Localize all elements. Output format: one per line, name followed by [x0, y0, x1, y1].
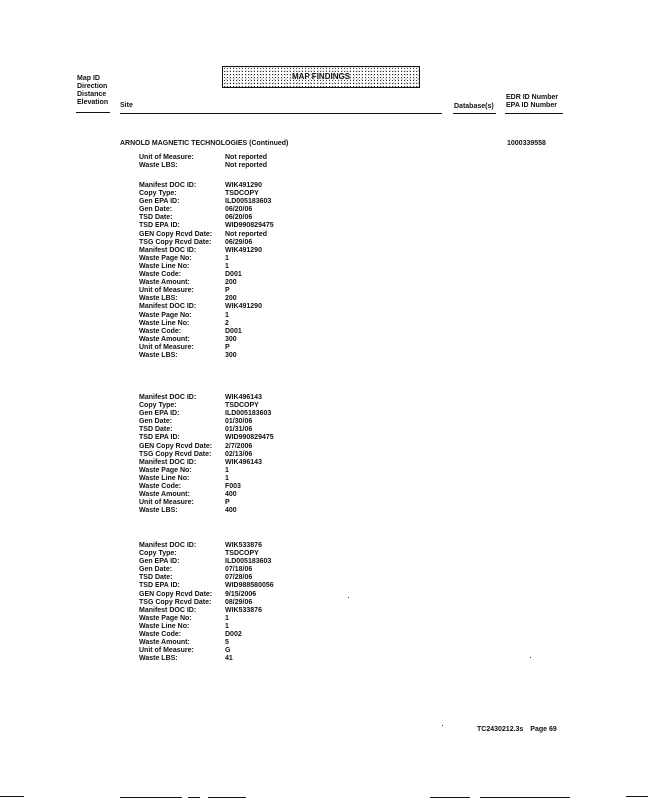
- field-value: TSDCOPY: [225, 190, 259, 198]
- field-label: Waste Page No:: [139, 311, 192, 319]
- field-value: 08/29/06: [225, 598, 253, 606]
- field-row: [139, 320, 274, 328]
- field-row: [139, 631, 274, 639]
- field-label: Manifest DOC ID:: [139, 246, 197, 254]
- field-label: Gen Date:: [139, 566, 173, 574]
- header-left-labels: [77, 75, 108, 107]
- field-value: 9/15/2006: [225, 590, 257, 598]
- field-row: [139, 582, 274, 590]
- field-row: [139, 443, 274, 451]
- field-row: [139, 214, 274, 222]
- field-label: Gen EPA ID:: [139, 410, 180, 418]
- field-label: Manifest DOC ID:: [139, 458, 197, 466]
- scan-edge-line: [208, 797, 246, 798]
- field-row: [139, 434, 274, 442]
- field-value: WIK491290: [225, 303, 262, 311]
- field-row: [139, 271, 274, 279]
- field-label: Waste Page No:: [139, 614, 192, 622]
- field-row: [139, 206, 274, 214]
- field-label: GEN Copy Rcvd Date:: [139, 230, 213, 238]
- field-value: 06/20/06: [225, 206, 253, 214]
- header-underline-main: [120, 113, 442, 114]
- field-row: [139, 607, 274, 615]
- field-value: Not reported: [225, 162, 267, 170]
- field-value: 200: [225, 295, 237, 303]
- field-row: [139, 231, 274, 239]
- field-value: P: [225, 287, 230, 295]
- footer: [477, 726, 557, 734]
- field-value: 200: [225, 279, 237, 287]
- field-value: ILD005183603: [225, 558, 272, 566]
- field-label: Manifest DOC ID:: [139, 303, 197, 311]
- field-label: Manifest DOC ID:: [139, 394, 197, 401]
- field-value: WIK533876: [225, 606, 262, 614]
- field-row: [139, 426, 274, 434]
- field-label: TSG Copy Rcvd Date:: [139, 450, 212, 458]
- scan-edge-line: [480, 797, 570, 798]
- record-id: 1000339558: [507, 140, 546, 147]
- field-row: [139, 328, 274, 336]
- field-label: Gen Date:: [139, 206, 173, 214]
- header-underline-right: [505, 113, 563, 114]
- field-label: Waste LBS:: [139, 507, 178, 515]
- field-value: 400: [225, 491, 237, 499]
- field-label: Manifest DOC ID:: [139, 182, 197, 189]
- record-group-3: [139, 394, 274, 515]
- field-value: 07/28/06: [225, 574, 253, 582]
- field-label: Waste Line No:: [139, 622, 190, 630]
- field-row: [139, 418, 274, 426]
- field-label: Waste LBS:: [139, 351, 178, 359]
- scan-speck: [530, 657, 531, 658]
- field-row: [139, 287, 274, 295]
- field-label: GEN Copy Rcvd Date:: [139, 442, 213, 450]
- field-label: Unit of Measure:: [139, 154, 194, 161]
- field-label: Waste Line No:: [139, 262, 190, 270]
- field-row: [139, 615, 274, 623]
- distance-label: Distance: [77, 91, 107, 98]
- field-label: Waste Amount:: [139, 335, 190, 343]
- database-label: Database(s): [454, 103, 494, 110]
- record-group-1: [139, 154, 267, 170]
- field-label: Copy Type:: [139, 550, 177, 558]
- field-value: 01/30/06: [225, 418, 253, 426]
- field-value: 300: [225, 351, 237, 359]
- map-id-label: Map ID: [77, 75, 100, 82]
- field-row: [139, 566, 274, 574]
- banner-title: MAP FINDINGS: [291, 72, 351, 81]
- field-label: TSD EPA ID:: [139, 582, 180, 590]
- field-label: Copy Type:: [139, 402, 177, 410]
- field-value: WIK533876: [225, 542, 262, 549]
- field-value: 1: [225, 474, 229, 482]
- field-label: Waste Amount:: [139, 279, 190, 287]
- field-row: [139, 190, 274, 198]
- field-value: 1: [225, 622, 229, 630]
- field-value: Not reported: [225, 154, 267, 161]
- field-value: P: [225, 343, 230, 351]
- field-value: ILD005183603: [225, 198, 272, 206]
- field-label: Waste Page No:: [139, 466, 192, 474]
- field-value: WIK491290: [225, 182, 262, 189]
- field-value: 41: [225, 655, 233, 663]
- field-label: Waste Code:: [139, 483, 182, 491]
- field-row: [139, 255, 274, 263]
- field-row: [139, 655, 274, 663]
- field-value: WID990829475: [225, 434, 274, 442]
- record-group-4: [139, 542, 274, 663]
- field-row: [139, 550, 274, 558]
- field-label: Manifest DOC ID:: [139, 606, 197, 614]
- field-value: ILD005183603: [225, 410, 272, 418]
- field-row: [139, 639, 274, 647]
- field-value: WID990829475: [225, 222, 274, 230]
- field-label: TSD Date:: [139, 426, 173, 434]
- field-label: TSD Date:: [139, 214, 173, 222]
- field-row: [139, 154, 267, 162]
- field-row: [139, 247, 274, 255]
- field-row: [139, 647, 274, 655]
- field-value: WIK496143: [225, 394, 262, 401]
- field-label: Waste LBS:: [139, 162, 178, 170]
- field-value: G: [225, 647, 231, 655]
- scan-speck: [442, 725, 443, 726]
- field-value: 300: [225, 335, 237, 343]
- field-value: TSDCOPY: [225, 402, 259, 410]
- field-row: [139, 198, 274, 206]
- field-label: Waste Page No:: [139, 254, 192, 262]
- field-row: [139, 263, 274, 271]
- field-label: Waste LBS:: [139, 655, 178, 663]
- facility-title: ARNOLD MAGNETIC TECHNOLOGIES (Continued): [120, 140, 289, 147]
- field-row: [139, 459, 274, 467]
- header-right-labels: [506, 94, 558, 110]
- field-row: [139, 402, 274, 410]
- epa-id-label: EPA ID Number: [506, 102, 557, 109]
- field-row: [139, 295, 274, 303]
- field-value: D001: [225, 327, 242, 335]
- scan-edge-line: [0, 796, 24, 797]
- field-value: WID988580056: [225, 582, 274, 590]
- field-value: 400: [225, 507, 237, 515]
- header-underline-left: [76, 112, 110, 113]
- field-row: [139, 336, 274, 344]
- field-row: [139, 394, 274, 402]
- scan-edge-line: [120, 797, 182, 798]
- field-label: Unit of Measure:: [139, 287, 194, 295]
- field-label: Waste LBS:: [139, 295, 178, 303]
- field-row: [139, 574, 274, 582]
- field-value: 1: [225, 254, 229, 262]
- field-value: 07/18/06: [225, 566, 253, 574]
- field-label: Waste Code:: [139, 631, 182, 639]
- field-row: [139, 352, 274, 360]
- field-value: 1: [225, 614, 229, 622]
- field-label: Waste Line No:: [139, 319, 190, 327]
- field-row: [139, 483, 274, 491]
- scan-speck: [348, 597, 349, 598]
- field-label: Unit of Measure:: [139, 499, 194, 507]
- field-row: [139, 344, 274, 352]
- field-row: [139, 507, 274, 515]
- field-row: [139, 312, 274, 320]
- field-row: [139, 279, 274, 287]
- field-label: Unit of Measure:: [139, 343, 194, 351]
- header-underline-database: [453, 113, 496, 114]
- map-findings-banner: [222, 66, 420, 88]
- field-value: D002: [225, 631, 242, 639]
- field-value: F003: [225, 483, 241, 491]
- scan-edge-line: [626, 796, 648, 797]
- field-value: D001: [225, 271, 242, 279]
- field-row: [139, 542, 274, 550]
- field-label: Unit of Measure:: [139, 647, 194, 655]
- field-label: Waste Code:: [139, 271, 182, 279]
- field-value: Not reported: [225, 230, 267, 238]
- field-row: [139, 591, 274, 599]
- document-number: TC2430212.3s: [477, 726, 524, 733]
- field-row: [139, 222, 274, 230]
- field-row: [139, 467, 274, 475]
- edr-id-label: EDR ID Number: [506, 94, 559, 101]
- field-value: 5: [225, 639, 229, 647]
- field-row: [139, 599, 274, 607]
- field-value: 06/29/06: [225, 238, 253, 246]
- field-label: Manifest DOC ID:: [139, 542, 197, 549]
- scan-edge-line: [188, 797, 200, 798]
- field-label: Waste Amount:: [139, 491, 190, 499]
- field-row: [139, 162, 267, 170]
- elevation-label: Elevation: [77, 99, 109, 106]
- field-label: Waste Line No:: [139, 474, 190, 482]
- field-label: Gen EPA ID:: [139, 198, 180, 206]
- scan-edge-line: [430, 797, 470, 798]
- field-label: Waste Code:: [139, 327, 182, 335]
- field-value: 02/13/06: [225, 450, 253, 458]
- field-value: WIK491290: [225, 246, 262, 254]
- field-label: Copy Type:: [139, 190, 177, 198]
- field-row: [139, 239, 274, 247]
- field-row: [139, 475, 274, 483]
- direction-label: Direction: [77, 83, 108, 90]
- field-row: [139, 623, 274, 631]
- field-label: TSD EPA ID:: [139, 434, 180, 442]
- field-label: TSD Date:: [139, 574, 173, 582]
- field-value: 1: [225, 311, 229, 319]
- field-value: 2/7/2006: [225, 442, 253, 450]
- field-row: [139, 410, 274, 418]
- field-label: TSG Copy Rcvd Date:: [139, 238, 212, 246]
- field-label: Waste Amount:: [139, 639, 190, 647]
- page-number: Page 69: [530, 726, 557, 733]
- field-row: [139, 499, 274, 507]
- field-label: GEN Copy Rcvd Date:: [139, 590, 213, 598]
- field-value: 06/20/06: [225, 214, 253, 222]
- field-value: 1: [225, 466, 229, 474]
- field-value: P: [225, 499, 230, 507]
- field-label: Gen EPA ID:: [139, 558, 180, 566]
- field-label: TSG Copy Rcvd Date:: [139, 598, 212, 606]
- field-label: Gen Date:: [139, 418, 173, 426]
- field-value: WIK496143: [225, 458, 262, 466]
- field-value: 2: [225, 319, 229, 327]
- record-group-2: [139, 182, 274, 360]
- field-row: [139, 558, 274, 566]
- site-label: Site: [120, 102, 133, 109]
- field-value: 01/31/06: [225, 426, 253, 434]
- field-row: [139, 182, 274, 190]
- field-row: [139, 491, 274, 499]
- field-row: [139, 303, 274, 311]
- field-label: TSD EPA ID:: [139, 222, 180, 230]
- field-value: TSDCOPY: [225, 550, 259, 558]
- field-value: 1: [225, 262, 229, 270]
- field-row: [139, 451, 274, 459]
